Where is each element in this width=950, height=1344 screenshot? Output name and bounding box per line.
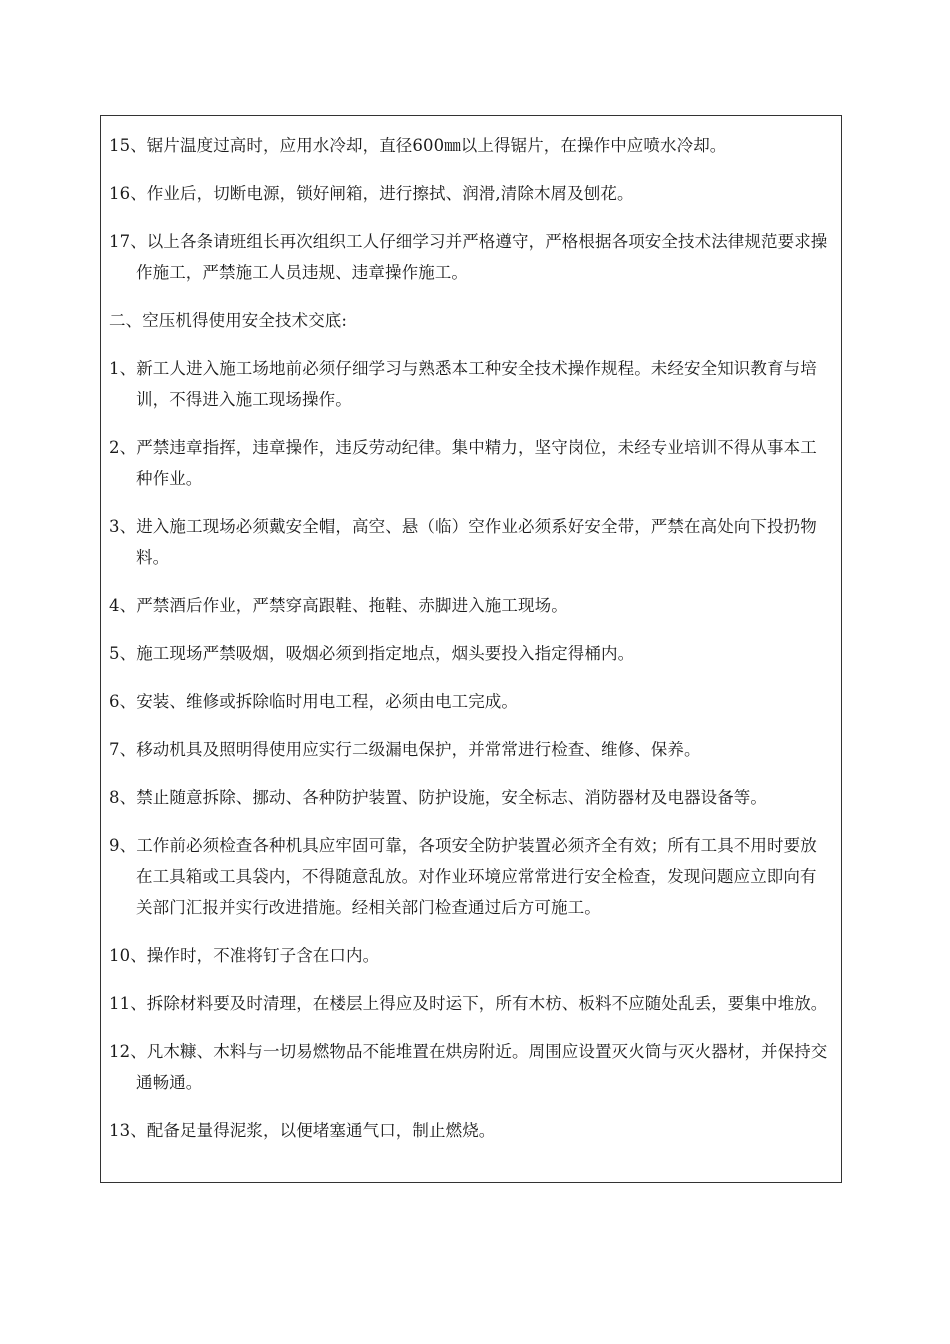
item-number: 17、 [109, 232, 147, 251]
paragraph-item-10 [109, 940, 831, 971]
item-text: 拆除材料要及时清理，在楼层上得应及时运下，所有木枋、板料不应随处乱丢，要集中堆放。 [146, 994, 828, 1013]
paragraph-item-16 [109, 178, 831, 209]
paragraph-item-12 [109, 1036, 831, 1098]
item-text: 凡木糠、木料与一切易燃物品不能堆置在烘房附近。周围应设置灭火筒与灭火器材，并保持交通畅通。 [136, 1042, 828, 1092]
paragraph-item-17 [109, 226, 831, 288]
item-number: 7、 [109, 740, 137, 759]
document-frame [100, 115, 842, 1183]
item-number: 15、 [109, 136, 147, 155]
item-text: 安装、维修或拆除临时用电工程，必须由电工完成。 [136, 692, 519, 711]
paragraph-item-8 [109, 782, 831, 813]
item-text: 进入施工现场必须戴安全帽，高空、悬（临）空作业必须系好安全带，严禁在高处向下投扔物料。 [136, 517, 817, 567]
section-heading-text: 二、空压机得使用安全技术交底: [109, 311, 348, 330]
item-text: 工作前必须检查各种机具应牢固可靠，各项安全防护装置必须齐全有效；所有工具不用时要放在工具箱或工具袋内，不得随意乱放。对作业环境应常常进行安全检查，发现问题应立即向有关部门汇报并实行改进措施。经相关部门检查通过后方可施工。 [136, 836, 817, 917]
paragraph-item-13 [109, 1115, 831, 1146]
paragraph-item-6 [109, 686, 831, 717]
section-heading [109, 305, 831, 336]
item-number: 13、 [109, 1121, 147, 1140]
item-text: 施工现场严禁吸烟，吸烟必须到指定地点，烟头要投入指定得桶内。 [136, 644, 635, 663]
item-text: 新工人进入施工场地前必须仔细学习与熟悉本工种安全技术操作规程。未经安全知识教育与培训，不得进入施工现场操作。 [136, 359, 817, 409]
item-number: 4、 [109, 596, 137, 615]
item-number: 9、 [109, 836, 137, 855]
item-text: 锯片温度过高时，应用水冷却，直径600㎜以上得锯片，在操作中应喷水冷却。 [146, 136, 727, 155]
item-text: 以上各条请班组长再次组织工人仔细学习并严格遵守，严格根据各项安全技术法律规范要求操作施工，严禁施工人员违规、违章操作施工。 [136, 232, 828, 282]
paragraph-item-5 [109, 638, 831, 669]
item-text: 严禁酒后作业，严禁穿高跟鞋、拖鞋、赤脚进入施工现场。 [136, 596, 568, 615]
item-number: 5、 [109, 644, 137, 663]
item-number: 6、 [109, 692, 137, 711]
item-number: 11、 [109, 994, 147, 1013]
item-text: 禁止随意拆除、挪动、各种防护装置、防护设施，安全标志、消防器材及电器设备等。 [136, 788, 768, 807]
item-text: 操作时，不准将钉子含在口内。 [146, 946, 380, 965]
item-number: 2、 [109, 438, 137, 457]
item-number: 16、 [109, 184, 147, 203]
item-number: 3、 [109, 517, 137, 536]
item-number: 8、 [109, 788, 137, 807]
paragraph-item-4 [109, 590, 831, 621]
item-text: 作业后，切断电源，锁好闸箱，进行擦拭、润滑,清除木屑及刨花。 [146, 184, 634, 203]
paragraph-item-2 [109, 432, 831, 494]
paragraph-item-1 [109, 353, 831, 415]
paragraph-item-9 [109, 830, 831, 923]
item-text: 配备足量得泥浆，以便堵塞通气口，制止燃烧。 [146, 1121, 496, 1140]
item-number: 1、 [109, 359, 137, 378]
paragraph-item-15 [109, 130, 831, 161]
paragraph-item-11 [109, 988, 831, 1019]
item-number: 10、 [109, 946, 147, 965]
item-text: 严禁违章指挥，违章操作，违反劳动纪律。集中精力，坚守岗位，未经专业培训不得从事本工种作业。 [136, 438, 817, 488]
item-text: 移动机具及照明得使用应实行二级漏电保护，并常常进行检查、维修、保养。 [136, 740, 701, 759]
paragraph-item-7 [109, 734, 831, 765]
item-number: 12、 [109, 1042, 147, 1061]
paragraph-item-3 [109, 511, 831, 573]
